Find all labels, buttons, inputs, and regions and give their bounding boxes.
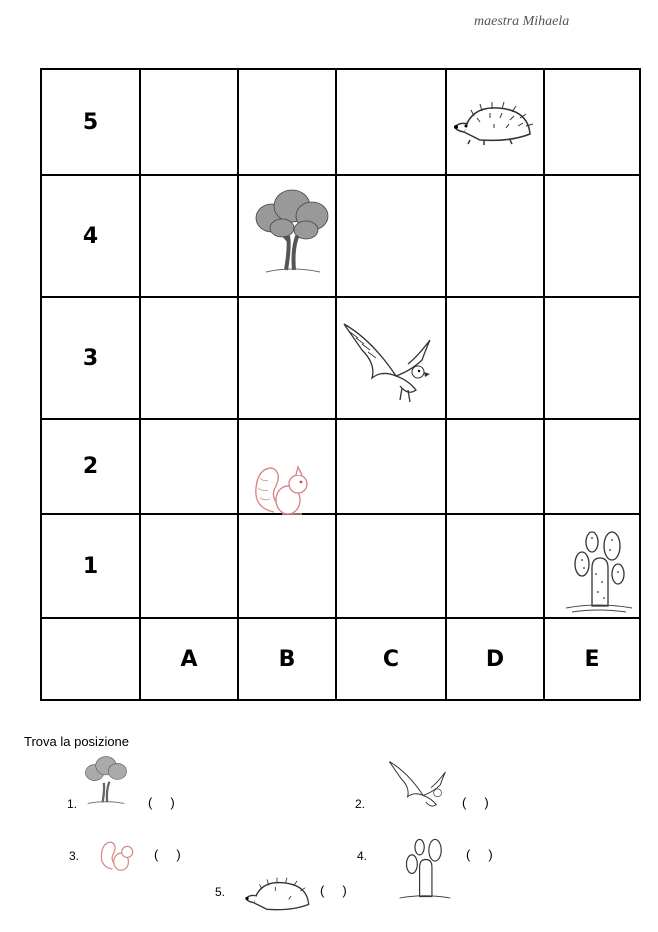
column-label-b: B (238, 618, 336, 700)
author-credit: maestra Mihaela (474, 14, 570, 29)
item-4-answer[interactable]: ( ) (466, 847, 493, 862)
column-label-e: E (544, 618, 640, 700)
column-label-a: A (140, 618, 238, 700)
item-1-answer[interactable]: ( ) (148, 795, 175, 810)
coordinate-grid (40, 68, 641, 701)
tree-icon (82, 752, 130, 808)
hedgehog-icon (450, 100, 534, 148)
item-4-number: 4. (357, 849, 368, 863)
eagle-icon (388, 754, 448, 820)
hedgehog-icon (242, 876, 312, 916)
item-5-number: 5. (215, 885, 226, 899)
row-label-3: 3 (41, 297, 140, 419)
squirrel-icon (252, 458, 314, 520)
eagle-icon (342, 320, 434, 406)
item-2-number: 2. (355, 797, 366, 811)
row-label-4: 4 (41, 175, 140, 297)
squirrel-icon (98, 836, 138, 874)
row-label-2: 2 (41, 419, 140, 514)
cactus-icon (564, 524, 634, 614)
row-label-5: 5 (41, 69, 140, 175)
column-label-d: D (446, 618, 544, 700)
row-label-1: 1 (41, 514, 140, 618)
item-1-number: 1. (67, 797, 78, 811)
item-3-answer[interactable]: ( ) (154, 847, 181, 862)
tree-icon (250, 186, 334, 276)
item-3-number: 3. (69, 849, 80, 863)
item-2-answer[interactable]: ( ) (462, 795, 489, 810)
exercise-title: Trova la posizione (24, 734, 130, 749)
cactus-icon (398, 830, 452, 906)
item-5-answer[interactable]: ( ) (320, 883, 347, 898)
column-label-c: C (336, 618, 446, 700)
